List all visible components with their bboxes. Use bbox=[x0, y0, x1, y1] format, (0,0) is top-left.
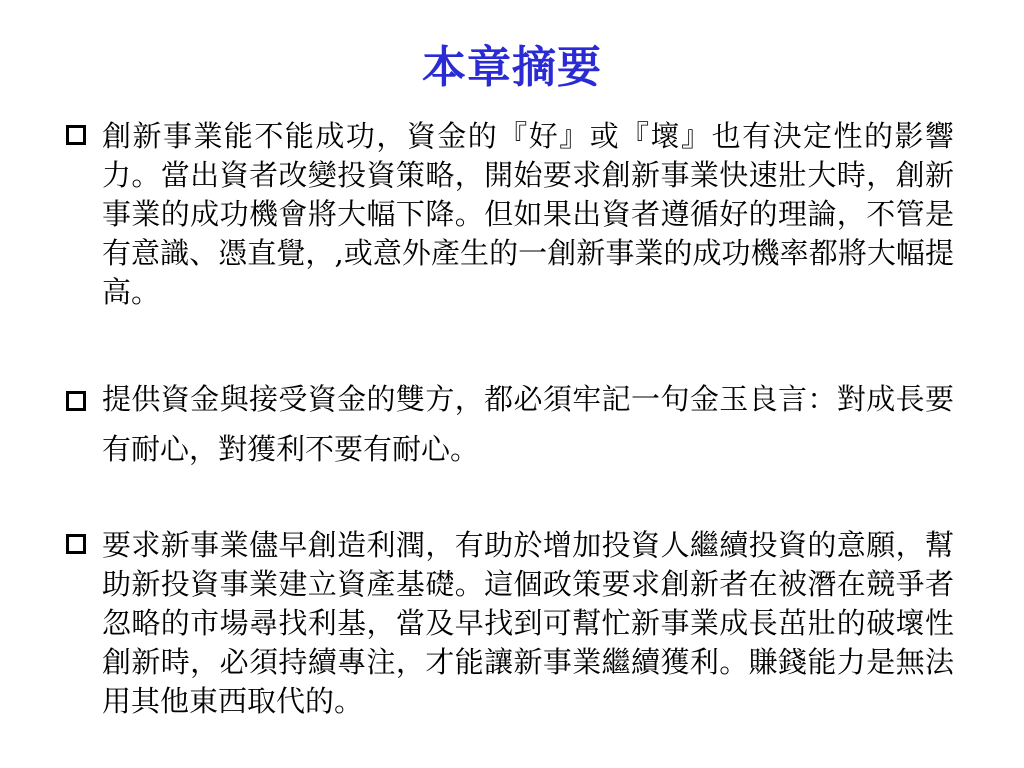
bullet-item bbox=[66, 378, 966, 474]
hollow-square-bullet-icon bbox=[66, 125, 86, 145]
bullet-item bbox=[66, 117, 966, 312]
bullet-item bbox=[66, 526, 966, 721]
bullet-text: 創新事業能不能成功，資金的『好』或『壞』也有決定性的影響力。當出資者改變投資策略，開始要求創新事業快速壯大時，創新事業的成功機會將大幅下降。但如果出資者遵循好的理論，不管是有意識、憑直覺，,或意外產生的一創新事業的成功機率都將大幅提高。 bbox=[102, 119, 954, 309]
bullet-text: 要求新事業儘早創造利潤，有助於增加投資人繼續投資的意願，幫助新投資事業建立資產基礎。這個政策要求創新者在被潛在競爭者忽略的市場尋找利基，當及早找到可幫忙新事業成長茁壯的破壞性創新時，必須持續專注，才能讓新事業繼續獲利。賺錢能力是無法用其他東西取代的。 bbox=[102, 528, 954, 718]
bullet-text: 提供資金與接受資金的雙方，都必須牢記一句金玉良言：對成長要有耐心，對獲利不要有耐心。 bbox=[102, 382, 954, 466]
hollow-square-bullet-icon bbox=[66, 391, 86, 411]
hollow-square-bullet-icon bbox=[66, 534, 86, 554]
slide-title: 本章摘要 bbox=[422, 42, 602, 93]
